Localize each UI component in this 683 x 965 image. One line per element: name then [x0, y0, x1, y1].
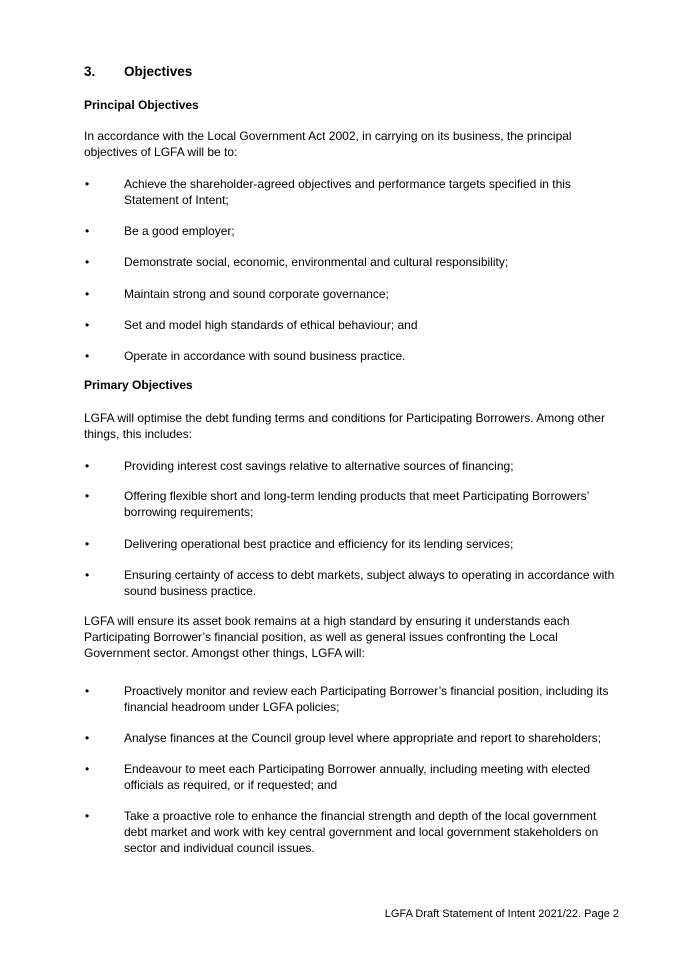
bullet-text: Take a proactive role to enhance the financial strength and depth of the local government debt market and work with key central government and local government stakeholders on sector and individual council issues.	[124, 809, 599, 855]
bullet-icon: •	[85, 537, 90, 551]
bullet-text: Achieve the shareholder-agreed objectives and performance targets specified in this Statement of Intent;	[124, 177, 571, 207]
bullet-icon: •	[85, 224, 90, 238]
page-footer: LGFA Draft Statement of Intent 2021/22. Page 2	[384, 908, 619, 920]
bullet-text: Demonstrate social, economic, environmental and cultural responsibility;	[124, 255, 509, 269]
bullet-icon: •	[85, 762, 90, 776]
section-number: 3.	[84, 64, 96, 79]
primary-intro-paragraph: LGFA will optimise the debt funding terms and conditions for Participating Borrowers. Among other things, this includes:	[84, 411, 605, 441]
bullet-icon: •	[85, 459, 90, 473]
asset-bullet-item	[84, 808, 624, 856]
primary-bullet-item	[84, 567, 624, 599]
bullet-text: Providing interest cost savings relative to alternative sources of financing;	[124, 459, 514, 473]
principal-bullet-item	[84, 317, 624, 333]
bullet-text: Be a good employer;	[124, 224, 235, 238]
bullet-icon: •	[85, 489, 90, 503]
bullet-icon: •	[85, 318, 90, 332]
primary-bullet-item	[84, 458, 624, 474]
principal-bullet-item	[84, 254, 624, 270]
bullet-text: Operate in accordance with sound business practice.	[124, 349, 406, 363]
primary-bullet-item	[84, 536, 624, 552]
principal-objectives-heading: Principal Objectives	[84, 98, 199, 112]
asset-bullet-item	[84, 730, 624, 746]
asset-book-paragraph: LGFA will ensure its asset book remains at a high standard by ensuring it understands each Participating Borrower’s financial position, as well as general issues confronting the Local Government sector. Amongst other things, LGFA will:	[84, 614, 570, 660]
bullet-icon: •	[85, 349, 90, 363]
bullet-icon: •	[85, 568, 90, 582]
asset-bullet-item	[84, 683, 624, 715]
primary-bullet-item	[84, 488, 624, 520]
bullet-icon: •	[85, 684, 90, 698]
principal-intro-paragraph: In accordance with the Local Government Act 2002, in carrying on its business, the principal objectives of LGFA will be to:	[84, 129, 572, 159]
bullet-icon: •	[85, 287, 90, 301]
bullet-text: Delivering operational best practice and efficiency for its lending services;	[124, 537, 514, 551]
bullet-text: Maintain strong and sound corporate governance;	[124, 287, 389, 301]
bullet-text: Offering flexible short and long-term lending products that meet Participating Borrowers’ borrowing requirements;	[124, 489, 589, 519]
bullet-icon: •	[85, 809, 90, 823]
bullet-text: Proactively monitor and review each Participating Borrower’s financial position, including its financial headroom under LGFA policies;	[124, 684, 609, 714]
principal-bullet-item	[84, 223, 624, 239]
bullet-icon: •	[85, 177, 90, 191]
principal-bullet-item	[84, 176, 624, 208]
bullet-icon: •	[85, 731, 90, 745]
bullet-text: Ensuring certainty of access to debt markets, subject always to operating in accordance with sound business practice.	[124, 568, 615, 598]
bullet-icon: •	[85, 255, 90, 269]
bullet-text: Endeavour to meet each Participating Borrower annually, including meeting with elected officials as required, or if requested; and	[124, 762, 591, 792]
principal-bullet-item	[84, 348, 624, 364]
section-title: Objectives	[124, 64, 193, 79]
principal-bullet-item	[84, 286, 624, 302]
primary-objectives-heading: Primary Objectives	[84, 378, 193, 392]
bullet-text: Analyse finances at the Council group level where appropriate and report to shareholders;	[124, 731, 601, 745]
bullet-text: Set and model high standards of ethical behaviour; and	[124, 318, 418, 332]
section-heading	[84, 64, 192, 79]
asset-bullet-item	[84, 761, 624, 793]
